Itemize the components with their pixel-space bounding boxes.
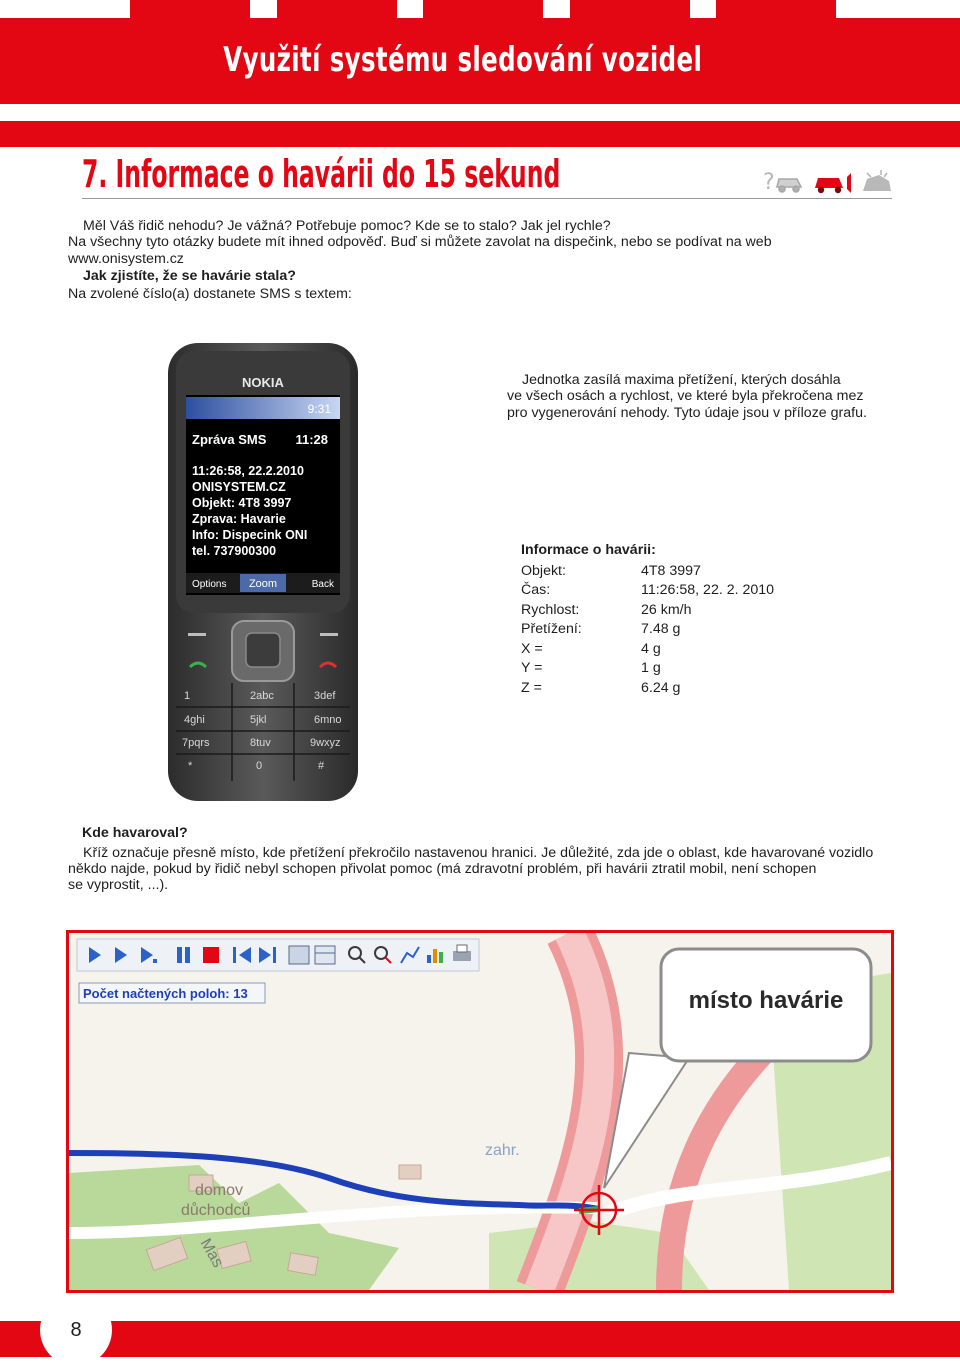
top-tabs (0, 0, 960, 18)
callout-text: místo havárie (688, 987, 844, 1014)
sms-line: Zprava: Havarie (192, 512, 286, 526)
phone-clock: 9:31 (307, 402, 331, 416)
question-car-icon (763, 170, 801, 195)
intro-line: www.onisystem.cz (68, 250, 184, 267)
intro-block (68, 218, 772, 302)
crash-location-text (68, 845, 873, 894)
key-label: 7pqrs (182, 737, 210, 749)
intro-question: Jak zjistíte, že se havárie stala? (83, 268, 296, 285)
info-row (521, 581, 774, 601)
key-label: 6mno (314, 714, 342, 726)
title-rule (82, 198, 892, 199)
info-label: Z = (521, 679, 542, 696)
info-value: 1 g (641, 660, 661, 677)
softkey-back: Back (311, 579, 334, 590)
sms-line: 11:26:58, 22.2.2010 (192, 464, 304, 478)
sms-header: Zpráva SMS (192, 432, 267, 447)
info-label: Y = (521, 660, 543, 677)
intro-line: Na všechny tyto otázky budete mít ihned odpověď. Buď si můžete zavolat na dispečink, nebo se podívat na web (68, 234, 772, 251)
page-number: 8 (40, 1294, 112, 1366)
phone-screen (186, 395, 340, 595)
softkey-options: Options (192, 579, 227, 590)
key-label: 5jkl (250, 714, 267, 726)
softkey-zoom: Zoom (248, 578, 278, 590)
info-value: 4 g (641, 640, 661, 657)
info-value: 26 km/h (641, 601, 692, 618)
crash-car-icon (863, 170, 891, 191)
map-label: důchodců (181, 1202, 251, 1219)
info-value: 6.24 g (641, 679, 681, 696)
info-row (521, 639, 774, 659)
info-label: Objekt: (521, 562, 566, 579)
top-tab (277, 0, 397, 18)
sms-line: Info: Dispecink ONI (192, 528, 308, 542)
map-label: zahr. (485, 1142, 520, 1159)
accident-info (521, 542, 774, 698)
section-icons (763, 167, 895, 197)
header-band (0, 18, 960, 104)
info-row (521, 620, 774, 640)
crash-location-line: se vyprostit, ...). (68, 877, 169, 894)
crash-location-heading: Kde havaroval? (82, 825, 188, 841)
phone-brand: NOKIA (242, 375, 284, 390)
sms-line: tel. 737900300 (192, 544, 277, 558)
info-value: 7.48 g (641, 621, 681, 638)
unit-info-line: pro vygenerování nehody. Tyto údaje jsou v příloze grafu. (507, 404, 867, 421)
top-tab (570, 0, 690, 18)
info-label: Přetížení: (521, 621, 582, 638)
position-counter-text: Počet načtených poloh: 13 (83, 986, 248, 1001)
sms-line: ONISYSTEM.CZ (192, 480, 286, 494)
key-label: 3def (314, 690, 336, 702)
info-label: Rychlost: (521, 601, 580, 618)
sms-time: 11:28 (295, 432, 328, 447)
section-title: 7. Informace o havárii do 15 sekund (82, 152, 561, 196)
phone-illustration (166, 341, 360, 803)
stop-icon[interactable] (203, 947, 219, 963)
alarm-car-icon (815, 173, 851, 193)
key-label: 8tuv (250, 737, 271, 749)
key-label: # (318, 760, 325, 772)
unit-info-line: Jednotka zasílá maxima přetížení, kterých dosáhla (522, 372, 841, 388)
info-value: 4T8 3997 (641, 562, 701, 579)
info-label: X = (521, 640, 543, 657)
info-value: 11:26:58, 22. 2. 2010 (641, 582, 775, 599)
info-row (521, 659, 774, 679)
key-label: 4ghi (184, 714, 205, 726)
info-row (521, 678, 774, 698)
map-label: Mas (196, 1235, 227, 1271)
top-tab (716, 0, 836, 18)
sub-band (0, 121, 960, 147)
top-tab (423, 0, 543, 18)
key-label: 1 (184, 690, 191, 702)
crash-location-line: někdo najde, pokud by řidič nebyl schopen přivolat pomoc (má zdravotní problém, při havárii ztratil mobil, není schopen (68, 861, 817, 878)
info-label: Čas: (521, 582, 551, 599)
key-label: * (188, 760, 193, 772)
unit-info-line: ve všech osách a rychlost, ve které byla překročena mez (507, 388, 864, 405)
info-row (521, 561, 774, 581)
sms-line: Objekt: 4T8 3997 (192, 496, 292, 510)
map-canvas (69, 933, 891, 1290)
key-label: 0 (256, 760, 263, 772)
svg-text:?: ? (763, 170, 775, 195)
accident-info-heading: Informace o havárii: (521, 542, 656, 558)
map-screenshot (66, 930, 894, 1293)
intro-line: Měl Váš řidič nehodu? Je vážná? Potřebuje pomoc? Kde se to stalo? Jak jel rychle? (83, 218, 611, 234)
info-row (521, 600, 774, 620)
header-title: Využití systému sledování vozidel (223, 40, 702, 80)
unit-info (507, 372, 867, 421)
footer-band (0, 1321, 960, 1357)
map-view-icon[interactable] (289, 946, 309, 964)
key-label: 2abc (250, 690, 274, 702)
map-label: domov (195, 1182, 244, 1199)
table-view-icon[interactable] (315, 946, 335, 964)
sms-note: Na zvolené číslo(a) dostanete SMS s textem: (68, 285, 352, 302)
key-label: 9wxyz (310, 737, 341, 749)
top-tab (130, 0, 250, 18)
crash-location-line: Kříž označuje přesně místo, kde přetížení překročilo nastavenou hranici. Je důležité, zda jde o oblast, kde havarované vozidlo (83, 845, 874, 861)
